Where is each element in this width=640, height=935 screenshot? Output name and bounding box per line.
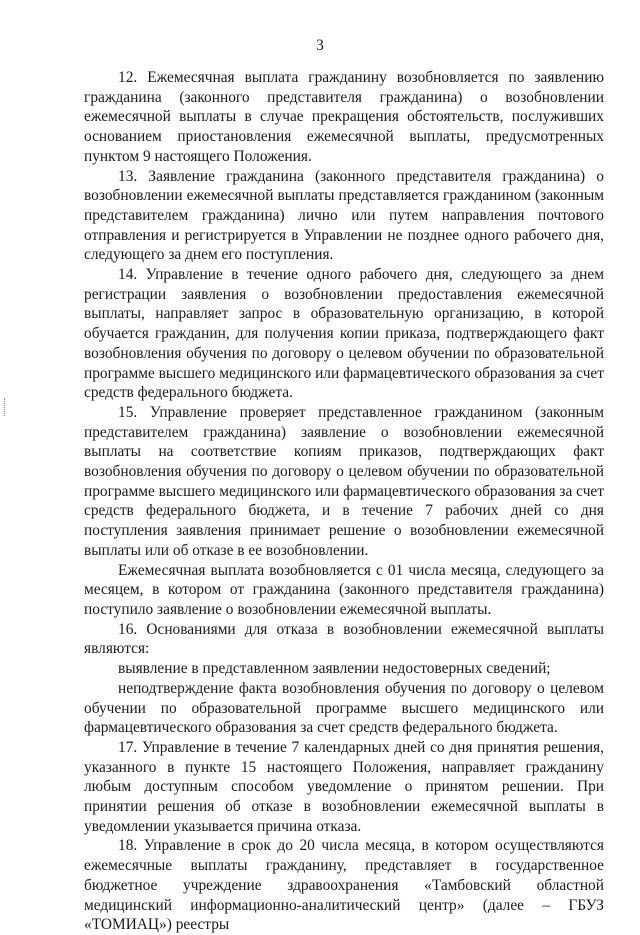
- document-body: [84, 68, 604, 935]
- paragraph-12: 12. Ежемесячная выплата гражданину возобновляется по заявлению гражданина (законного представителя гражданина) о возобновлении ежемесячной выплаты в случае прекращения обстоятельств, послуживших основанием приостановления ежемесячной выплаты, предусмотренных пунктом 9 настоящего Положения.: [84, 69, 604, 165]
- paragraph-16: 16. Основаниями для отказа в возобновлении ежемесячной выплаты являются:: [84, 620, 604, 658]
- paragraph-17: 17. Управление в течение 7 календарных дней со дня принятия решения, указанного в пункте 15 настоящего Положения, направляет гражданину любым доступным способом уведомление о принятом решении. При принятии решения об отказе в возобновлении ежемесячной выплаты в уведомлении указывается причина отказа.: [84, 738, 604, 835]
- paragraph-13: 13. Заявление гражданина (законного представителя гражданина) о возобновлении ежемесячной выплаты представляется гражданином (законным представителем гражданина) лично или путем направления почтового отправления и регистрируется в Управлении не позднее одного рабочего дня, следующего за днем его поступления.: [84, 167, 604, 264]
- paragraph-15: 15. Управление проверяет представленное гражданином (законным представителем гражданина) заявление о возобновлении ежемесячной выплаты на соответствие копиям приказов, подтверждающих факт возобновления обучения по договору о целевом обучении по образовательной программе высшего медицинского или фармацевтического образования за счет средств федерального бюджета, и в течение 7 рабочих дней со дня поступления заявления принимает решение о возобновлении ежемесячной выплаты или об отказе в ее возобновлении.: [84, 403, 604, 559]
- scan-margin-mark: [4, 398, 8, 416]
- paragraph-15-continuation: Ежемесячная выплата возобновляется с 01 числа месяца, следующего за месяцем, в котором от гражданина (законного представителя гражданина) поступило заявление о возобновлении ежемесячной выплаты.: [84, 561, 604, 618]
- paragraph-14: 14. Управление в течение одного рабочего дня, следующего за днем регистрации заявления о возобновлении предоставления ежемесячной выплаты, направляет запрос в образовательную организацию, в которой обучается гражданин, для получения копии приказа, подтверждающего факт возобновления обучения по договору о целевом обучении по образовательной программе высшего медицинского или фармацевтического образования за счет средств федерального бюджета.: [84, 266, 604, 402]
- paragraph-16-item-2: неподтверждение факта возобновления обучения по договору о целевом обучении по образовательной программе высшего медицинского или фармацевтического образования за счет средств федерального бюджета.: [84, 679, 604, 737]
- paragraph-16-item-1: выявление в представленном заявлении недостоверных сведений;: [118, 660, 551, 678]
- page-number: 3: [316, 37, 324, 54]
- paragraph-18: 18. Управление в срок до 20 числа месяца, в котором осуществляются ежемесячные выплаты гражданину, представляет в государственное бюджетное учреждение здравоохранения «Тамбовский областной медицинский информационно-аналитический центр» (далее – ГБУЗ «ТОМИАЦ») реестры: [84, 837, 604, 934]
